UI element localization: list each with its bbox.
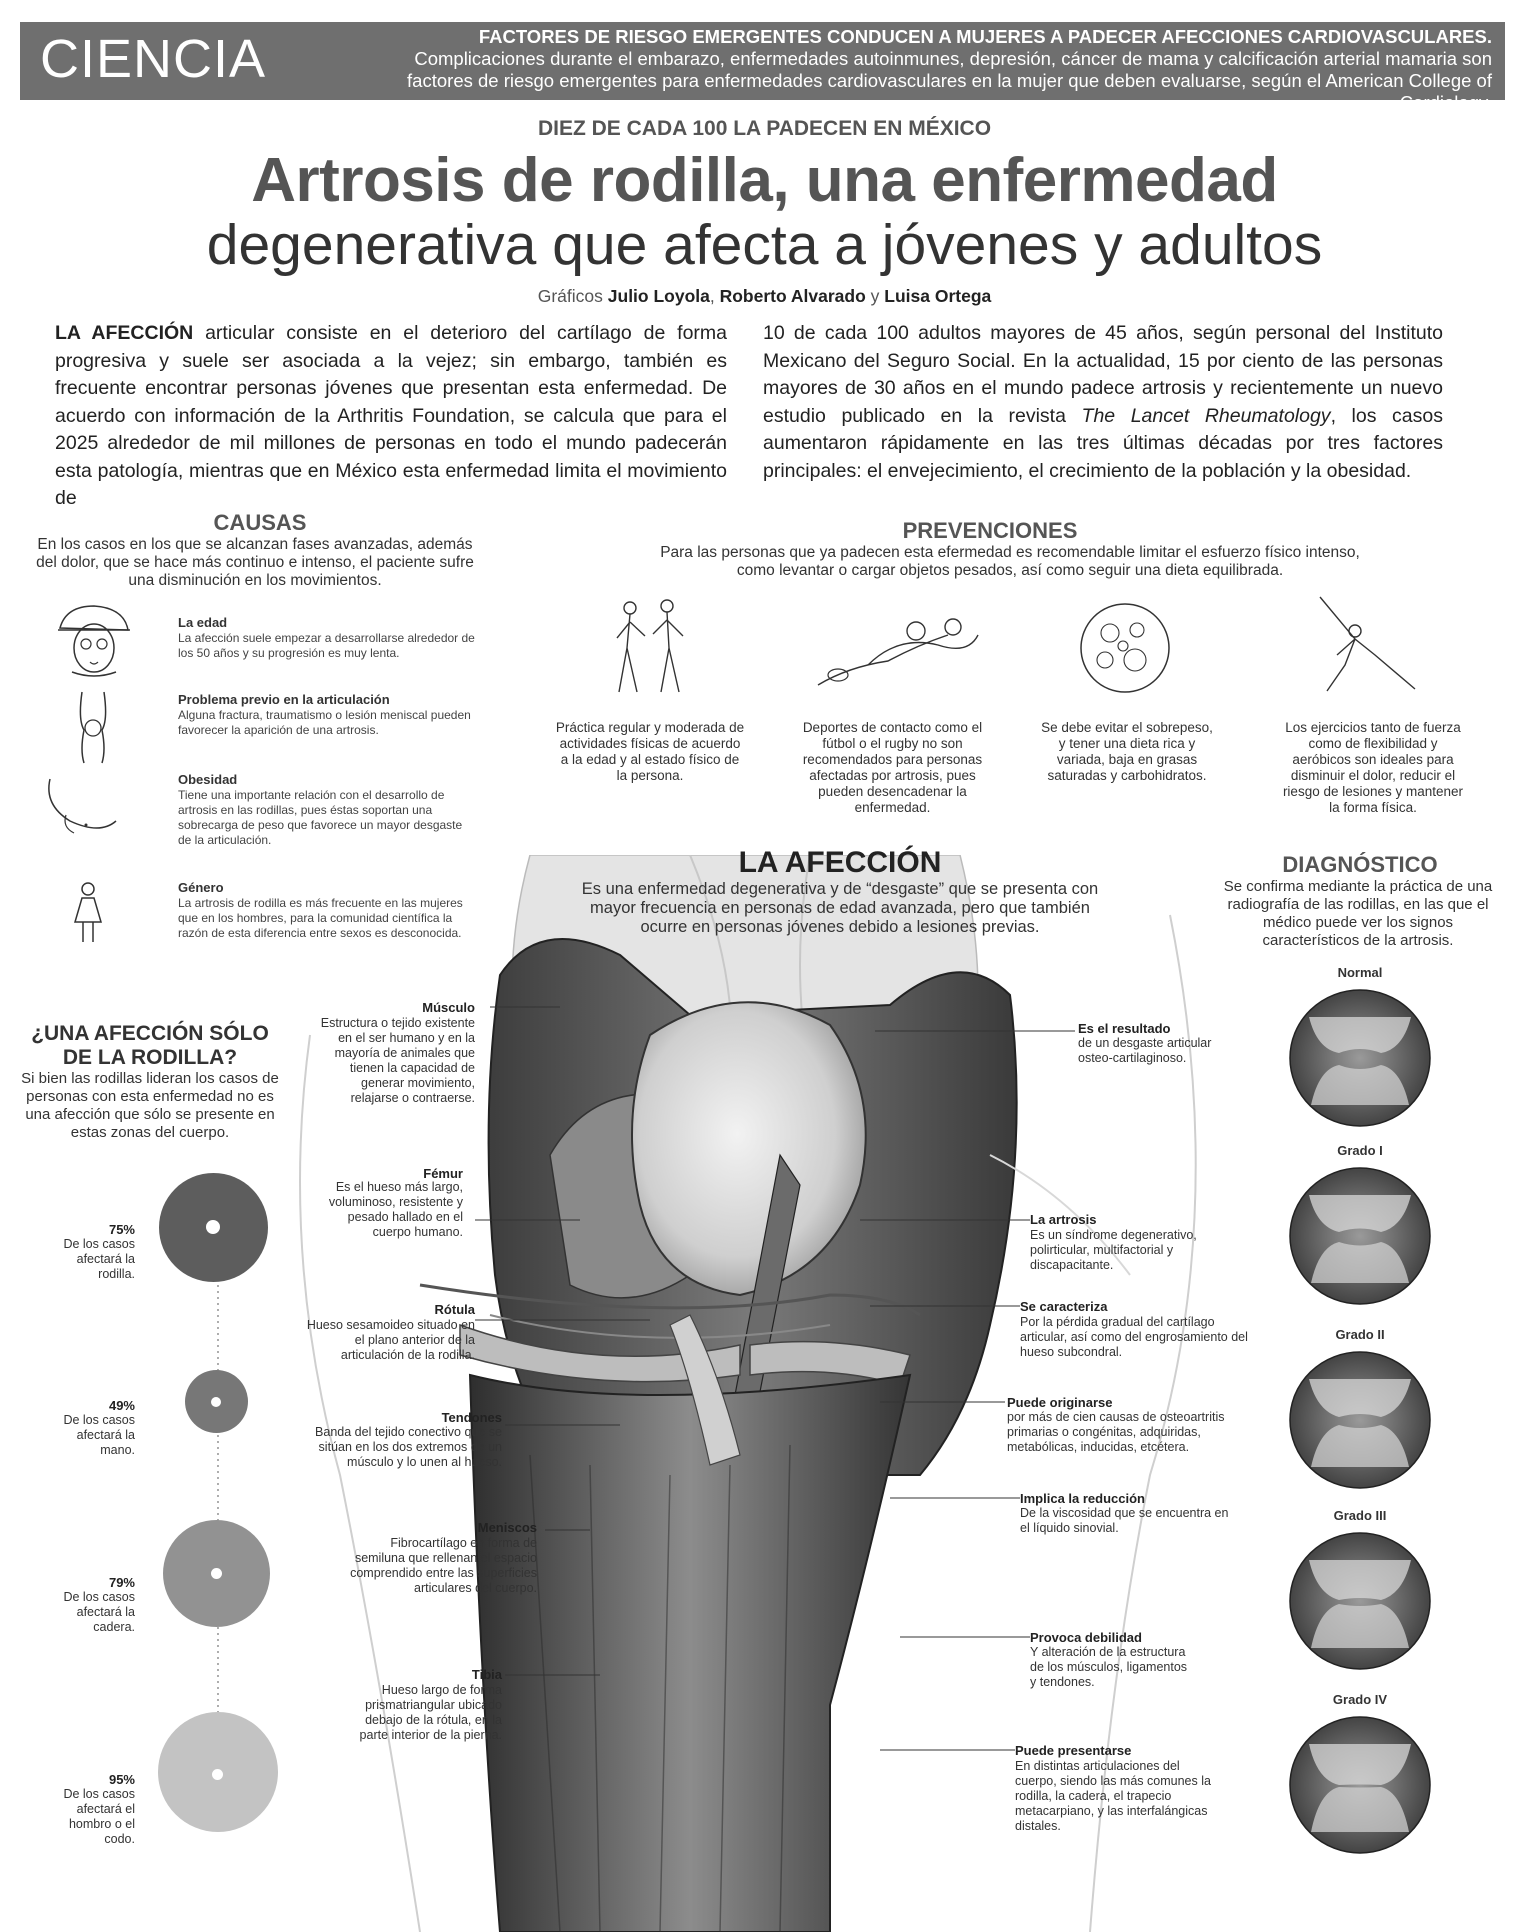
xray-normal bbox=[1287, 987, 1433, 1129]
food-bowl-icon bbox=[1075, 598, 1175, 698]
xray-grado-3 bbox=[1287, 1530, 1433, 1672]
prevention-desc-actividad: Práctica regular y moderada de actividades físicas de acuerdo a la edad y al estado físico de la persona. bbox=[555, 720, 745, 783]
sola-rodilla-title: ¿UNA AFECCIÓN SÓLO DE LA RODILLA? bbox=[31, 1022, 269, 1069]
label-title-originarse: Puede originarse bbox=[1007, 1395, 1113, 1410]
label-title-femur: Fémur bbox=[423, 1166, 463, 1181]
label-desc-tendones: Banda del tejido conectivo que se sitúan en los dos extremos de un músculo y lo unen al hueso. bbox=[315, 1425, 502, 1469]
intro-lead: LA AFECCIÓN bbox=[55, 322, 194, 344]
cause-title-genero: Género bbox=[178, 880, 224, 895]
sola-rodilla-description: Si bien las rodillas lideran los casos de personas con esta enfermedad no es una afección que sólo se presente en estas zonas del cuerpo. bbox=[21, 1070, 279, 1141]
label-desc-artrosis: Es un síndrome degenerativo, polirticular, multifactorial y discapacitante. bbox=[1030, 1228, 1197, 1272]
label-title-tendones: Tendones bbox=[441, 1410, 502, 1425]
prevention-desc-ejercicios: Los ejercicios tanto de fuerza como de flexibilidad y aeróbicos son ideales para disminuir el dolor, reducir el riesgo de lesiones y mantener la forma física. bbox=[1282, 720, 1464, 815]
header-summary: Complicaciones durante el embarazo, enfermedades autoinmunes, depresión, cáncer de mama y calcificación arterial mamaria son factores de riesgo emergentes para enfermedades cardiovasculares en la mujer que deben evaluarse, según el American College of Cardiology. bbox=[407, 48, 1492, 113]
xray-label-normal: Normal bbox=[1337, 965, 1383, 980]
stat-desc-cadera: De los casos afectará la cadera. bbox=[63, 1590, 135, 1634]
label-title-meniscos: Meniscos bbox=[477, 1520, 537, 1535]
cause-desc-problema-previo: Alguna fractura, traumatismo o lesión meniscal pueden favorecer la aparición de una artrosis. bbox=[178, 708, 471, 737]
diagnostico-description: Se confirma mediante la práctica de una radiografía de las rodillas, en las que el médico puede ver los signos característicos de la artrosis. bbox=[1223, 878, 1493, 949]
label-title-tibia: Tibia bbox=[471, 1667, 502, 1682]
cause-title-obesidad: Obesidad bbox=[178, 772, 238, 787]
prevenciones-title: PREVENCIONES bbox=[902, 518, 1078, 543]
credit-name: Julio Loyola bbox=[607, 286, 710, 306]
header-headline: FACTORES DE RIESGO EMERGENTES CONDUCEN A MUJERES A PADECER AFECCIONES CARDIOVASCULARES. bbox=[478, 26, 1492, 47]
label-desc-musculo: Estructura o tejido existente en el ser humano y en la mayoría de animales que tienen la capacidad de generar movimiento, relajarse o contraerse. bbox=[320, 1016, 475, 1105]
label-desc-originarse: por más de cien causas de osteoartritis primarias o congénitas, adquiridas, metabólicas, inducidas, etcétera. bbox=[1007, 1410, 1225, 1454]
stat-pct-mano: 49% bbox=[108, 1398, 135, 1413]
prevention-desc-dieta: Se debe evitar el sobrepeso, y tener una dieta rica y variada, baja en grasas saturadas y carbohidratos. bbox=[1041, 720, 1213, 783]
stats-dotted-line bbox=[200, 1225, 240, 1785]
diagnostico-title: DIAGNÓSTICO bbox=[1282, 852, 1438, 877]
cause-desc-edad: La afección suele empezar a desarrollarse alrededor de los 50 años y su progresión es muy lenta. bbox=[178, 631, 475, 660]
label-desc-tibia: Hueso largo de forma prismatriangular ubicado debajo de la rótula, en la parte interior de la pierna. bbox=[359, 1683, 502, 1742]
label-title-rotula: Rótula bbox=[434, 1302, 475, 1317]
section-label: CIENCIA bbox=[40, 29, 267, 89]
xray-grado-2 bbox=[1287, 1349, 1433, 1491]
cause-title-edad: La edad bbox=[178, 615, 228, 630]
credit-name: Roberto Alvarado bbox=[719, 286, 866, 306]
credits-separator: y bbox=[865, 286, 885, 306]
label-title-presentarse: Puede presentarse bbox=[1015, 1743, 1132, 1758]
label-title-caracteriza: Se caracteriza bbox=[1020, 1299, 1108, 1314]
belly-icon bbox=[40, 775, 120, 845]
kicker: DIEZ DE CADA 100 LA PADECEN EN MÉXICO bbox=[537, 117, 992, 140]
running-couple-icon bbox=[605, 598, 695, 698]
credit-name: Luisa Ortega bbox=[884, 286, 992, 306]
label-desc-meniscos: Fibrocartílago en forma de semiluna que rellenan el espacio comprendido entre las superficies articulares del cuerpo. bbox=[350, 1536, 537, 1595]
credits-separator: , bbox=[709, 286, 720, 306]
woman-icon bbox=[72, 882, 104, 944]
page-title: Artrosis de rodilla, una enfermedad bbox=[251, 146, 1278, 215]
stat-desc-hombro-codo: De los casos afectará el hombro o el codo. bbox=[63, 1787, 135, 1846]
credits-prefix: Gráficos bbox=[537, 286, 608, 306]
afeccion-title: LA AFECCIÓN bbox=[738, 846, 942, 879]
prevention-desc-deportes: Deportes de contacto como el fútbol o el rugby no son recomendados para personas afectadas por artrosis, pues pueden desencadenar la enfermedad. bbox=[802, 720, 983, 815]
label-desc-rotula: Hueso sesamoideo situado en el plano anterior de la articulación de la rodilla. bbox=[306, 1318, 475, 1362]
stat-pct-hombro-codo: 95% bbox=[108, 1772, 135, 1787]
label-desc-caracteriza: Por la pérdida gradual del cartílago articular, así como del engrosamiento del hueso subcondral. bbox=[1020, 1315, 1248, 1359]
elderly-face-icon bbox=[52, 600, 134, 678]
stat-pct-rodilla: 75% bbox=[108, 1222, 135, 1237]
xray-grado-1 bbox=[1287, 1165, 1433, 1307]
cause-desc-obesidad: Tiene una importante relación con el desarrollo de artrosis en las rodillas, pues éstas soportan una sobrecarga de peso que favorece un mayor desgaste de la articulación. bbox=[178, 788, 463, 847]
page-subtitle: degenerativa que afecta a jóvenes y adultos bbox=[206, 213, 1323, 277]
causas-description: En los casos en los que se alcanzan fases avanzadas, además del dolor, que se hace más continuo e intenso, el paciente sufre una disminución en los movimientos. bbox=[36, 536, 474, 589]
intro-left-text: articular consiste en el deterioro del cartílago de forma progresiva y suele ser asociada a la vejez; sin embargo, también es frecuente encontrar personas jóvenes que presentan esta enfermedad. De acuerdo con información de la Arthritis Foundation, se calcula que para el 2025 alrededor de mil millones de personas en todo el mundo padecerán esta patología, mientras que en México esta enfermedad limita el movimiento de bbox=[55, 322, 727, 509]
causas-title: CAUSAS bbox=[213, 510, 307, 535]
intro-right-text-end: , los casos aumentaron rápidamente en las tres últimas décadas por tres factores principales: el envejecimiento, el crecimiento de la población y la obesidad. bbox=[763, 404, 1443, 482]
stat-dot bbox=[211, 1397, 221, 1407]
xray-label-grado-4: Grado IV bbox=[1332, 1692, 1388, 1707]
label-title-debilidad: Provoca debilidad bbox=[1030, 1630, 1142, 1645]
label-desc-reduccion: De la viscosidad que se encuentra en el líquido sinovial. bbox=[1020, 1506, 1229, 1535]
stat-dot bbox=[206, 1220, 220, 1234]
stat-desc-rodilla: De los casos afectará la rodilla. bbox=[63, 1237, 135, 1281]
stat-dot bbox=[212, 1769, 223, 1780]
stat-pct-cadera: 79% bbox=[108, 1575, 135, 1590]
journal-name: The Lancet Rheumatology bbox=[1081, 404, 1331, 427]
stretching-woman-icon bbox=[1315, 595, 1425, 695]
label-desc-resultado: de un desgaste articular osteo-cartilaginoso. bbox=[1078, 1036, 1212, 1065]
cause-title-problema-previo: Problema previo en la articulación bbox=[178, 692, 390, 707]
label-title-artrosis: La artrosis bbox=[1030, 1212, 1097, 1227]
label-title-reduccion: Implica la reducción bbox=[1020, 1491, 1145, 1506]
label-desc-debilidad: Y alteración de la estructura de los músculos, ligamentos y tendones. bbox=[1030, 1645, 1188, 1689]
xray-label-grado-3: Grado III bbox=[1333, 1508, 1387, 1523]
afeccion-description: Es una enfermedad degenerativa y de “desgaste” que se presenta con mayor frecuencia en personas de edad avanzada, pero que también ocurre en personas jóvenes debido a lesiones previas. bbox=[581, 880, 1099, 936]
knee-injury-icon bbox=[70, 690, 115, 765]
label-desc-presentarse: En distintas articulaciones del cuerpo, siendo las más comunes la rodilla, la cadera, el trapecio metacarpiano, y las interfalángicas distales. bbox=[1015, 1759, 1211, 1833]
label-title-resultado: Es el resultado bbox=[1078, 1021, 1171, 1036]
stat-dot bbox=[211, 1568, 222, 1579]
label-desc-femur: Es el hueso más largo, voluminoso, resistente y pesado hallado en el cuerpo humano. bbox=[328, 1180, 463, 1239]
xray-grado-4 bbox=[1287, 1714, 1433, 1856]
intro-right-text: 10 de cada 100 adultos mayores de 45 años, según personal del Instituto Mexicano del Seguro Social. En la actualidad, 15 por ciento de las personas mayores de 30 años en el mundo padece artrosis y recientemente un nuevo estudio publicado en la revista bbox=[763, 322, 1443, 427]
xray-label-grado-1: Grado I bbox=[1337, 1143, 1383, 1158]
cause-desc-genero: La artrosis de rodilla es más frecuente en las mujeres que en los hombres, para la comunidad científica la razón de esta diferencia entre sexos es desconocida. bbox=[178, 896, 463, 940]
xray-label-grado-2: Grado II bbox=[1335, 1327, 1385, 1342]
stat-desc-mano: De los casos afectará la mano. bbox=[63, 1413, 135, 1457]
rugby-tackle-icon bbox=[808, 605, 988, 695]
label-title-musculo: Músculo bbox=[422, 1000, 475, 1015]
prevenciones-description: Para las personas que ya padecen esta efermedad es recomendable limitar el esfuerzo físico intenso, como levantar o cargar objetos pesados, así como seguir una dieta equilibrada. bbox=[660, 544, 1360, 579]
